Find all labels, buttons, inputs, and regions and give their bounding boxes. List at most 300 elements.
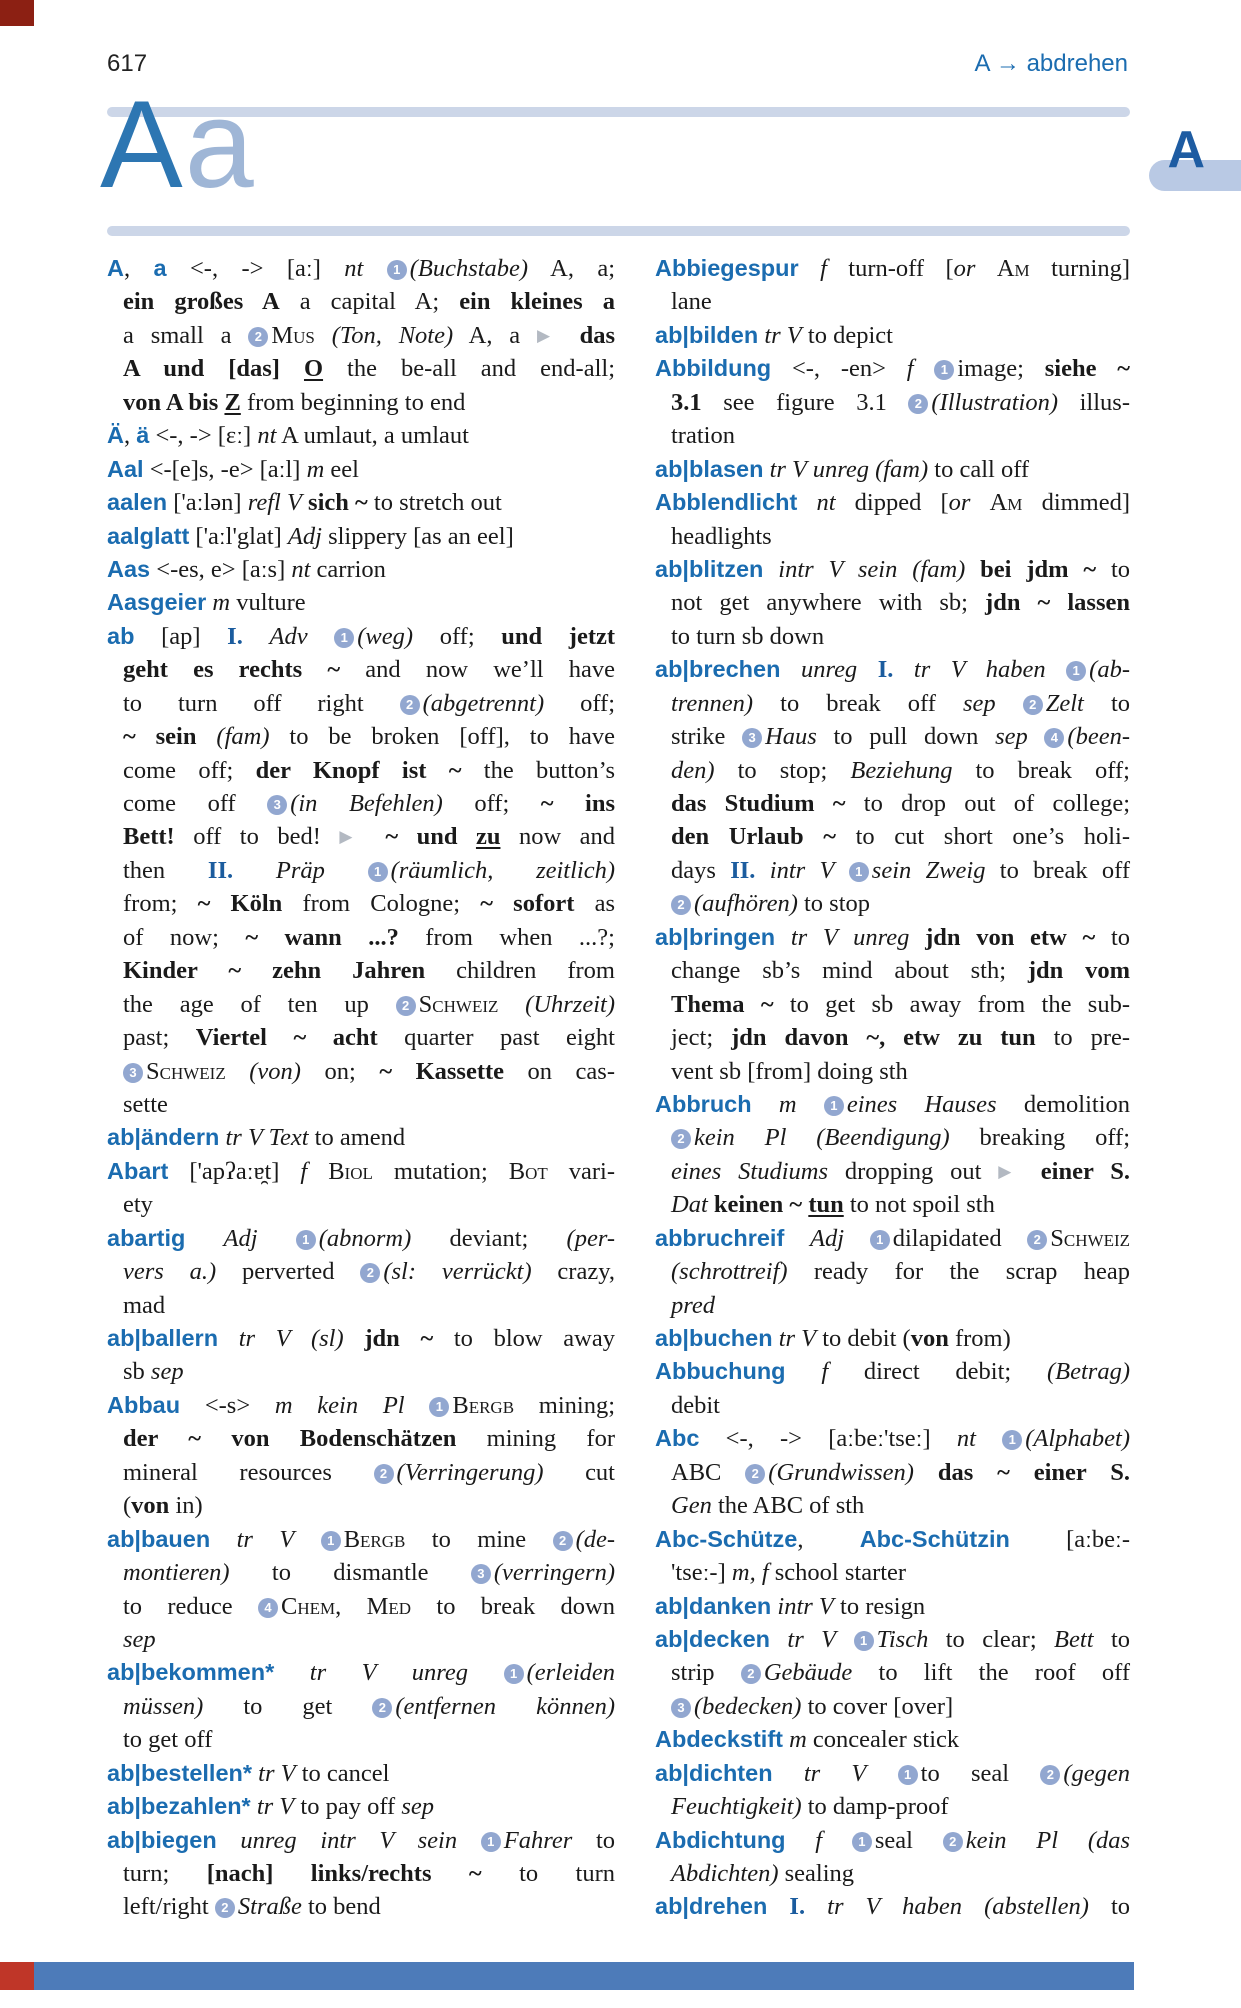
text-segment: [aːbeː-	[1009, 1525, 1130, 1553]
headword: Aas	[107, 555, 151, 582]
dict-line	[107, 887, 615, 920]
text-segment: <-es, e> [aːs]	[150, 555, 292, 583]
example-phrase: Kinder ~ zehn Jahren	[123, 957, 426, 985]
text-segment: sette	[123, 1090, 168, 1118]
headword: Aal	[107, 455, 144, 482]
headword: ab|buchen	[655, 1325, 773, 1351]
text-segment: quarter past eight	[377, 1024, 615, 1052]
text-segment: turn;	[123, 1860, 207, 1887]
subject-label: Mus	[271, 321, 315, 349]
dict-line	[655, 1021, 1130, 1054]
grammar-label: f	[815, 1826, 823, 1854]
text-segment	[1046, 656, 1067, 683]
dict-line	[655, 1355, 1130, 1388]
example-phrase: geht es rechts ~	[123, 656, 341, 684]
text-segment: to depict	[801, 321, 893, 349]
text-segment	[857, 656, 878, 683]
grammar-label: (Grundwissen)	[768, 1458, 914, 1486]
text-segment: to bend	[301, 1893, 381, 1921]
text-segment	[308, 623, 335, 650]
grammar-label: (sl: verrückt)	[383, 1258, 532, 1286]
example-phrase: siehe ~	[1044, 355, 1131, 383]
text-segment: a capital A;	[279, 288, 460, 316]
dict-line	[107, 1656, 615, 1689]
headword: abartig	[107, 1224, 186, 1251]
text-segment	[996, 690, 1023, 717]
text-segment	[226, 1058, 250, 1085]
grammar-label: tr V (sl)	[238, 1325, 344, 1352]
text-segment: image;	[957, 355, 1045, 383]
sense-number-badge: 3	[123, 1063, 143, 1083]
text-segment: ['aːlən]	[167, 489, 248, 517]
grammar-label: trennen)	[671, 689, 754, 717]
headword: ab|bringen	[655, 923, 776, 950]
text-segment: come off;	[123, 756, 256, 784]
text-segment: perverted	[216, 1258, 361, 1286]
text-segment: dipped [	[835, 489, 949, 517]
grammar-label: tr V unreg	[309, 1659, 469, 1687]
text-segment: direct debit;	[828, 1358, 1047, 1386]
subject-label: Bergb	[343, 1525, 406, 1553]
dict-line	[655, 1824, 1130, 1857]
dict-line	[107, 754, 615, 787]
sense-number-badge: 2	[553, 1531, 573, 1551]
dict-line	[107, 1255, 615, 1288]
headword: Abart	[107, 1157, 169, 1184]
headword: Abbuchung	[655, 1358, 786, 1385]
subject-label: Schweiz	[418, 990, 499, 1018]
guide-words: A → abdrehen	[974, 50, 1128, 77]
grammar-label: f	[300, 1157, 308, 1185]
text-segment: to seal	[920, 1759, 1041, 1787]
headword: ab|decken	[655, 1625, 770, 1652]
headword: ä	[136, 422, 150, 449]
text-segment	[805, 1893, 827, 1920]
text-segment: <-, -> [aː]	[166, 255, 345, 282]
headword: ab|brechen	[655, 656, 781, 683]
text-segment	[770, 1626, 787, 1653]
grammar-label: or	[948, 489, 971, 517]
sense-number-badge: 2	[215, 1898, 235, 1918]
text-segment: turn-off [	[826, 255, 954, 282]
text-segment: to break down	[411, 1592, 615, 1620]
dict-line	[655, 854, 1130, 887]
dict-line	[655, 285, 1130, 318]
text-segment: as	[574, 890, 615, 918]
dict-line	[107, 1523, 615, 1556]
text-segment: A, a	[453, 321, 537, 349]
dict-line	[107, 453, 615, 486]
grammar-label: Straße	[237, 1893, 302, 1921]
dict-line	[655, 787, 1130, 820]
dict-line	[107, 1422, 615, 1455]
sense-number-badge: 3	[267, 795, 287, 815]
sense-number-badge: 4	[1044, 728, 1064, 748]
text-segment: turning]	[1029, 255, 1131, 282]
text-segment	[773, 1760, 804, 1787]
text-segment: to stop	[797, 890, 871, 918]
bottom-bar	[34, 1962, 1134, 1990]
grammar-label: nt	[257, 422, 277, 450]
example-phrase: der Knopf ist ~	[255, 756, 462, 784]
dict-line	[655, 820, 1130, 853]
grammar-label: sep	[401, 1793, 434, 1821]
grammar-label: (verringern)	[493, 1559, 615, 1587]
column-right	[655, 252, 1130, 1924]
text-segment: in)	[169, 1492, 203, 1520]
text-segment: ,	[123, 422, 137, 450]
sense-number-badge: 2	[396, 996, 416, 1016]
grammar-label: (Uhrzeit)	[525, 990, 615, 1018]
dict-line	[107, 419, 615, 452]
text-segment: to blow away	[433, 1325, 615, 1352]
headword: ab|bezahlen*	[107, 1793, 251, 1820]
text-segment	[799, 255, 820, 282]
grammar-label: Dat	[671, 1191, 708, 1219]
text-segment: to get off	[123, 1726, 213, 1754]
example-phrase: keinen ~	[713, 1191, 809, 1219]
sense-number-badge: 1	[852, 1832, 872, 1852]
example-phrase: das Studium ~	[671, 790, 846, 817]
text-segment: to lift the roof off	[852, 1659, 1130, 1687]
headword: Abbiegespur	[655, 255, 799, 281]
dict-line	[655, 1656, 1130, 1689]
text-segment: mining for	[456, 1425, 615, 1453]
text-segment	[405, 1392, 430, 1419]
text-segment: on;	[300, 1057, 380, 1085]
dict-line	[107, 1289, 615, 1322]
dict-line	[107, 787, 615, 820]
grammar-label: (erleiden	[526, 1659, 616, 1687]
dict-line	[107, 1489, 615, 1522]
headword: Abc	[655, 1425, 700, 1452]
grammar-label: eines Hauses	[846, 1090, 997, 1118]
example-phrase: jdn ~	[364, 1325, 434, 1352]
dict-line	[107, 1690, 615, 1723]
text-segment: vari-	[547, 1157, 616, 1185]
text-segment: to dismantle	[229, 1559, 471, 1587]
text-segment: to pull down	[816, 723, 996, 751]
dict-line	[107, 553, 615, 586]
sense-number-badge: 4	[258, 1598, 278, 1618]
text-segment	[962, 1893, 984, 1920]
dict-line	[107, 1723, 615, 1756]
text-segment: the button’s	[461, 756, 615, 784]
example-phrase: von A bis	[123, 388, 225, 416]
text-segment: to	[1096, 555, 1131, 583]
text-segment	[970, 489, 989, 516]
dict-line	[107, 620, 615, 653]
example-phrase: A und [das]	[123, 355, 304, 383]
grammar-label: Gebäude	[763, 1659, 853, 1687]
example-phrase: Thema ~	[671, 990, 774, 1018]
grammar-label: (per-	[566, 1224, 616, 1252]
dict-line	[655, 1556, 1130, 1589]
text-segment: to	[1095, 923, 1130, 951]
dict-line	[655, 1790, 1130, 1823]
headword: Abdichtung	[655, 1826, 786, 1853]
grammar-label: sep	[123, 1625, 156, 1653]
example-phrase: [nach] links/rechts ~	[206, 1860, 482, 1887]
headword: a	[153, 255, 167, 281]
dict-line	[107, 586, 615, 619]
dict-line	[655, 1623, 1130, 1656]
grammar-label: (Buchstabe)	[409, 255, 529, 282]
dict-line	[107, 352, 615, 385]
example-phrase: ~ und	[366, 823, 476, 851]
text-segment: lane	[671, 288, 712, 316]
text-segment: to turn	[481, 1860, 615, 1887]
grammar-label: tr V	[764, 321, 802, 349]
subject-label: Biol	[328, 1157, 373, 1185]
sense-number-badge: 2	[741, 1664, 761, 1684]
bottom-corner-mark	[0, 1962, 34, 1990]
dict-line	[655, 419, 1130, 452]
dict-line	[107, 1824, 615, 1857]
text-segment: strip	[671, 1659, 741, 1687]
dict-line	[655, 1422, 1130, 1455]
dict-line	[655, 954, 1130, 987]
text-segment: eel	[324, 455, 359, 483]
grammar-label: (Alphabet)	[1025, 1425, 1130, 1453]
text-segment: to get sb away from the sub-	[773, 990, 1130, 1018]
grammar-label: m	[789, 1726, 807, 1754]
grammar-label: or	[953, 255, 976, 282]
sense-number-badge: 1	[481, 1832, 501, 1852]
grammar-label: m, f	[731, 1559, 769, 1587]
dict-line	[655, 352, 1130, 385]
text-segment: vent sb [from] doing sth	[671, 1057, 908, 1085]
text-segment: a small a	[123, 321, 249, 349]
grammar-label: (in Befehlen)	[290, 790, 443, 817]
example-phrase: ein großes A	[123, 288, 280, 316]
dict-line	[655, 1389, 1130, 1422]
text-segment	[897, 556, 912, 583]
subject-label: Bot	[508, 1157, 548, 1185]
headword: aalen	[107, 489, 168, 516]
text-segment: off;	[442, 790, 541, 817]
headword: ab|blitzen	[655, 555, 764, 582]
dict-line	[655, 620, 1130, 653]
example-phrase: einer S.	[1023, 1157, 1130, 1185]
pointer-icon: ▶	[339, 827, 365, 847]
headword: ab|ändern	[107, 1124, 220, 1151]
headword: Abbildung	[655, 355, 772, 382]
grammar-label: vers a.)	[123, 1258, 217, 1286]
text-segment	[767, 1893, 789, 1920]
dict-line	[107, 1389, 615, 1422]
grammar-label: nt	[816, 489, 836, 517]
dict-line	[107, 1155, 615, 1188]
text-segment: to break off;	[952, 756, 1130, 784]
grammar-label: tr V	[803, 1759, 867, 1787]
grammar-label: tr V	[236, 1525, 295, 1553]
text-segment: past;	[123, 1024, 196, 1052]
dict-line	[655, 553, 1130, 586]
example-phrase: das ~ einer S.	[937, 1458, 1130, 1486]
grammar-label: Zelt	[1045, 689, 1084, 717]
dict-line	[107, 486, 615, 519]
text-segment: to resign	[833, 1592, 926, 1620]
dict-line	[655, 1255, 1130, 1288]
dict-line	[107, 1623, 615, 1656]
dict-line	[655, 1723, 1130, 1756]
text-segment: A umlaut, a umlaut	[276, 422, 469, 450]
text-segment: A, a;	[528, 255, 616, 282]
dict-line	[107, 1590, 615, 1623]
grammar-label: (been-	[1067, 723, 1130, 751]
text-segment	[498, 991, 525, 1018]
dict-line	[655, 720, 1130, 753]
grammar-label: eines Studiums	[671, 1157, 828, 1185]
dict-line	[107, 1857, 615, 1890]
text-segment: to reduce	[123, 1592, 259, 1620]
grammar-label: Beziehung	[850, 756, 953, 784]
roman-numeral: I.	[227, 622, 243, 650]
dict-line	[655, 386, 1130, 419]
dict-line	[107, 1322, 615, 1355]
grammar-label: (ab-	[1089, 656, 1130, 684]
text-segment: children from	[425, 957, 615, 985]
dict-line	[107, 988, 615, 1021]
headword: ab|bauen	[107, 1525, 211, 1552]
column-left	[107, 252, 615, 1924]
grammar-label: (gegen	[1063, 1759, 1131, 1787]
sense-number-badge: 2	[671, 895, 691, 915]
text-segment: left/right	[123, 1893, 215, 1921]
text-segment	[909, 924, 925, 951]
text-segment: sealing	[778, 1860, 855, 1887]
grammar-label: Feuchtigkeit)	[671, 1793, 802, 1821]
grammar-label: tr V haben	[913, 656, 1046, 684]
text-segment: <-, -> [ɛː]	[149, 422, 258, 450]
dict-line	[107, 1055, 615, 1088]
example-phrase: sich ~	[308, 489, 368, 517]
grammar-label: Fahrer	[503, 1826, 573, 1854]
headword: Abbruch	[655, 1090, 752, 1117]
dict-line	[107, 285, 615, 318]
text-segment: cut	[543, 1458, 615, 1486]
text-segment	[217, 1827, 241, 1854]
sense-number-badge: 1	[334, 628, 354, 648]
dict-line	[655, 1890, 1130, 1923]
text-segment: to cut short one’s holi-	[835, 823, 1130, 851]
text-segment: from;	[123, 890, 198, 918]
example-phrase: ~ ins	[540, 790, 616, 817]
sense-number-badge: 1	[934, 360, 954, 380]
grammar-label: sein Zweig	[871, 856, 986, 884]
text-segment: to	[1088, 1893, 1130, 1921]
example-phrase: Viertel ~ acht	[195, 1024, 378, 1052]
text-segment	[185, 1225, 223, 1252]
grammar-label: (räumlich, zeitlich)	[390, 856, 615, 884]
example-phrase: ein kleines a	[459, 288, 615, 316]
text-segment: mineral resources	[123, 1458, 374, 1486]
sense-number-badge: 1	[854, 1631, 874, 1651]
dict-line	[107, 1188, 615, 1221]
grammar-label: (Illustration)	[931, 388, 1059, 416]
example-phrase: und jetzt	[501, 622, 616, 650]
grammar-label: m	[778, 1090, 797, 1118]
text-segment: come off	[123, 790, 268, 817]
sense-number-badge: 1	[368, 862, 388, 882]
text-segment: dilapidated	[892, 1224, 1028, 1252]
grammar-label: (aufhören)	[694, 890, 798, 918]
grammar-label: refl V	[247, 489, 302, 517]
sense-number-badge: 1	[321, 1531, 341, 1551]
dict-line	[107, 954, 615, 987]
sense-number-badge: 2	[248, 327, 268, 347]
grammar-label: Haus	[765, 723, 817, 751]
headword: ab|bestellen*	[107, 1759, 253, 1786]
sense-number-badge: 3	[671, 1698, 691, 1718]
dict-line	[107, 653, 615, 686]
text-segment	[363, 255, 386, 282]
grammar-label: pred	[671, 1291, 715, 1319]
subject-label: Med	[366, 1592, 412, 1620]
text-segment: ety	[123, 1191, 153, 1219]
grammar-label: sep	[963, 689, 996, 717]
text-segment: strike	[671, 723, 743, 751]
subject-label: Am	[996, 255, 1030, 282]
grammar-label: tr V	[256, 1793, 295, 1821]
example-phrase: ~ sein	[123, 723, 197, 751]
grammar-label: sep	[150, 1358, 184, 1386]
text-segment: from)	[948, 1325, 1011, 1352]
example-phrase: jdn ~ lassen	[985, 589, 1130, 617]
text-segment: to clear;	[928, 1625, 1055, 1653]
sense-number-badge: 1	[824, 1096, 844, 1116]
text-segment: to get	[203, 1692, 373, 1720]
sense-number-badge: 1	[504, 1664, 524, 1684]
text-segment: ,	[335, 1592, 367, 1620]
text-segment	[325, 857, 368, 884]
headword: A	[107, 255, 124, 281]
headword: ab|ballern	[107, 1325, 219, 1351]
dict-line	[107, 921, 615, 954]
text-segment: to turn sb down	[671, 622, 825, 650]
dict-line	[655, 1188, 1130, 1221]
text-segment	[965, 556, 980, 583]
text-segment: to damp-proof	[801, 1793, 949, 1821]
text-segment: breaking off;	[949, 1124, 1130, 1152]
text-segment	[844, 1225, 870, 1252]
grammar-label: (schrottreif)	[671, 1258, 788, 1286]
dict-line	[655, 1857, 1130, 1890]
dict-line	[655, 887, 1130, 920]
grammar-label: (fam)	[875, 455, 929, 483]
grammar-label: tr V	[778, 1325, 817, 1352]
headword: ab|dichten	[655, 1759, 773, 1786]
headword: Abc-Schütze	[655, 1525, 798, 1552]
sense-number-badge: 1	[898, 1765, 918, 1785]
text-segment	[866, 1760, 897, 1787]
grammar-label: (abstellen)	[984, 1893, 1089, 1921]
dict-line	[107, 687, 615, 720]
text-segment: ['apʔaːɐ̯t]	[168, 1157, 301, 1185]
text-segment: to stretch out	[367, 489, 502, 517]
text-segment: on cas-	[504, 1057, 615, 1085]
example-phrase: von	[131, 1492, 170, 1520]
text-segment: mad	[123, 1291, 166, 1319]
dict-line	[655, 453, 1130, 486]
dict-line	[655, 1155, 1130, 1188]
headword: ab|bilden	[655, 321, 759, 348]
roman-numeral: I.	[877, 656, 894, 684]
dict-line	[107, 1556, 615, 1589]
headword: ab	[107, 622, 135, 649]
letter-heading	[100, 76, 256, 214]
